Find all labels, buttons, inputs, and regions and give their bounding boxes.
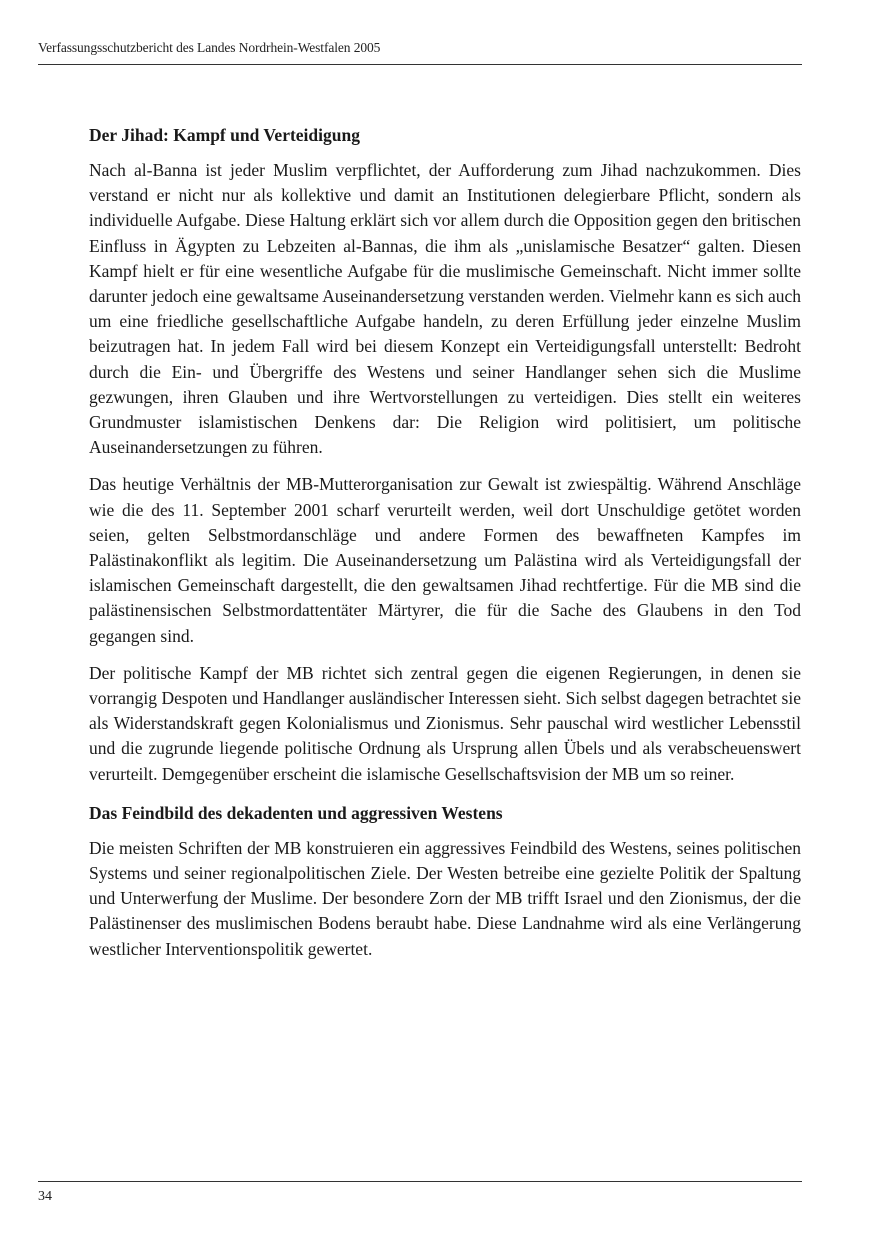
page-number: 34 [38, 1189, 52, 1204]
running-header: Verfassungsschutzbericht des Landes Nordrhein-Westfalen 2005 [38, 40, 381, 55]
body-paragraph: Der politische Kampf der MB richtet sich zentral gegen die eigenen Regierungen, in denen sie vorrangig Despoten und Handlanger ausländischer Interessen sieht. Sich selbst dagegen betrachtet sie als Widerstandskraft gegen Kolonialismus und Zionismus. Sehr pauschal wird westlicher Lebensstil und die zugrunde liegende politische Ordnung als Ursprung allen Übels und als verabscheuenswert verurteilt. Demgegenüber erscheint die islamische Gesellschaftsvision der MB um so reiner. [89, 662, 801, 784]
body-paragraph: Das heutige Verhältnis der MB-Mutterorganisation zur Gewalt ist zwiespältig. Während Anschläge wie die des 11. September 2001 scharf verurteilt werden, weil dort Unschuldige getötet worden seien, gelten Selbstmordanschläge und andere Formen des bewaffneten Kampfes im Palästinakonflikt als legitim. Die Auseinandersetzung um Palästina wird als Verteidigungsfall der islamischen Gemeinschaft dargestellt, die den gewaltsamen Jihad rechtfertige. Für die MB sind die palästinensischen Selbstmordattentäter Märtyrer, die für die Sache des Glaubens in den Tod gegangen sind. [89, 474, 801, 646]
body-paragraph: Die meisten Schriften der MB konstruieren ein aggressives Feindbild des Westens, seines politischen Systems und seiner regionalpolitischen Ziele. Der Westen betreibe eine gezielte Politik der Spaltung und Unterwerfung der Muslime. Der besondere Zorn der MB trifft Israel und den Zionismus, der die Palästinenser des muslimischen Bodens beraubt habe. Diese Landnahme wird als eine Verlängerung westlicher Interventionspolitik gewertet. [89, 837, 801, 959]
section-heading-feindbild: Das Feindbild des dekadenten und aggressiven Westens [89, 802, 503, 823]
footer-divider [38, 1181, 802, 1182]
header-divider [38, 64, 802, 65]
body-paragraph: Nach al-Banna ist jeder Muslim verpflichtet, der Aufforderung zum Jihad nachzukommen. Dies verstand er nicht nur als kollektive und damit an Institutionen delegierbare Pflicht, sondern als individuelle Aufgabe. Diese Haltung erklärt sich vor allem durch die Opposition gegen den britischen Einfluss in Ägypten zu Lebzeiten al-Bannas, die ihm als „unislamische Besatzer“ galten. Diesen Kampf hielt er für eine wesentliche Aufgabe für die muslimische Gemeinschaft. Nicht immer sollte darunter jedoch eine gewaltsame Auseinandersetzung verstanden werden. Vielmehr kann es sich auch um eine friedliche gesellschaftliche Aufgabe handeln, zu deren Erfüllung jeder einzelne Muslim beizutragen hat. In jedem Fall wird bei diesem Konzept ein Verteidigungsfall unterstellt: Bedroht durch die Ein- und Übergriffe des Westens und seiner Handlanger sehen sich die Muslime gezwungen, ihren Glauben und ihre Wertvorstellungen zu verteidigen. Dies stellt ein weiteres Grundmuster islamistischen Denkens dar: Die Religion wird politisiert, um politische Auseinandersetzungen zu führen. [89, 160, 801, 458]
section-heading-jihad: Der Jihad: Kampf und Verteidigung [89, 125, 360, 145]
page-body [89, 123, 801, 974]
